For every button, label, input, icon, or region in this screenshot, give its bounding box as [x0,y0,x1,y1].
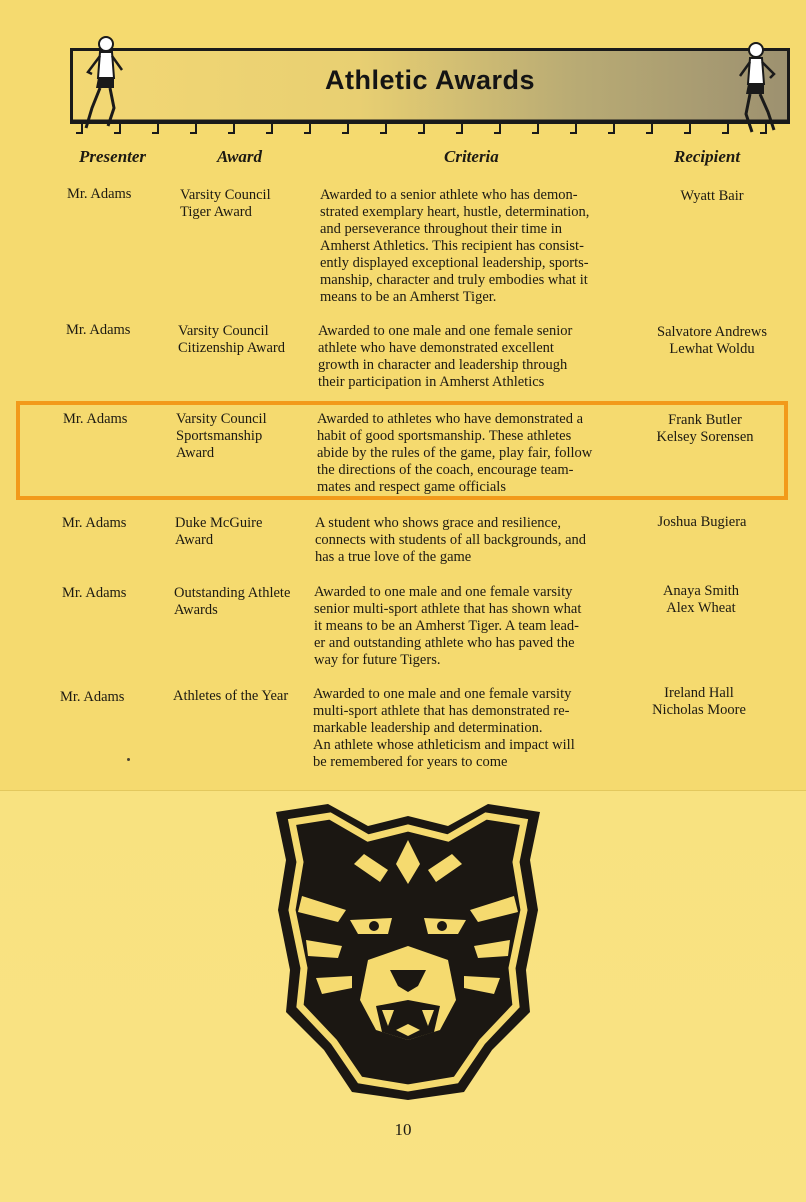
page-title: Athletic Awards [324,65,536,95]
row-1-presenter: Mr. Adams [67,186,132,202]
tiger-head-logo [268,800,548,1100]
row-2-award: Varsity Council Citizenship Award [178,323,286,356]
row-2-recipient: Salvatore Andrews Lewhat Woldu [657,324,767,357]
row-2-presenter: Mr. Adams [66,322,131,338]
row-4-recipient: Joshua Bugiera [657,514,747,530]
row-6-criteria: Awarded to one male and one female varsity multi-sport athlete that has demonstrated re- markable leadership and determination. An athlete whose athleticism and impact will be remembered for years to come [313,686,575,770]
row-6-recipient: Ireland Hall Nicholas Moore [652,685,746,718]
row-5-criteria: Awarded to one male and one female varsity senior multi-sport athlete that has shown what it means to be an Amherst Tiger. A team lead- er and outstanding athlete who has paved the way for future Tigers. [314,584,582,668]
track-lane-decoration [70,118,790,136]
row-5-award: Outstanding Athlete Awards [174,585,291,618]
row-4-presenter: Mr. Adams [62,515,127,531]
title-banner [70,48,790,124]
row-6-award: Athletes of the Year [173,688,289,704]
header-award: Award [217,147,263,166]
row-4-criteria: A student who shows grace and resilience, connects with students of all backgrounds, and has a true love of the game [315,515,587,565]
runner-icon [78,34,128,134]
row-3-recipient: Frank Butler Kelsey Sorensen [656,412,754,445]
highlight-box [16,401,788,500]
row-1-criteria: Awarded to a senior athlete who has demon- strated exemplary heart, hustle, determination, and perseverance throughout their time in Amherst Athletics. This recipient has consist- ently displayed exceptional leadership, sports- manship, character and truly embodies what it means to be an Amherst Tiger. [320,187,590,305]
row-1-recipient: Wyatt Bair [680,188,744,204]
row-5-presenter: Mr. Adams [62,585,127,601]
row-6-presenter: Mr. Adams [60,689,125,705]
runner-icon [734,40,782,136]
row-3-criteria: Awarded to athletes who have demonstrated a habit of good sportsmanship. These athletes abide by the rules of the game, play fair, follow the directions of the coach, encourage team- mates and respect game officials [317,411,593,495]
ink-speck [127,758,130,761]
page-number: 10 [394,1120,412,1139]
row-1-award: Varsity Council Tiger Award [180,187,271,220]
header-presenter: Presenter [79,147,147,166]
row-4-award: Duke McGuire Award [175,515,263,548]
header-criteria: Criteria [444,147,499,166]
row-5-recipient: Anaya Smith Alex Wheat [662,583,740,616]
row-3-award: Varsity Council Sportsmanship Award [176,411,267,461]
header-recipient: Recipient [674,147,741,166]
row-3-presenter: Mr. Adams [63,411,128,427]
row-2-criteria: Awarded to one male and one female senior athlete who have demonstrated excellent growth in character and leadership through their participation in Amherst Athletics [318,323,573,390]
